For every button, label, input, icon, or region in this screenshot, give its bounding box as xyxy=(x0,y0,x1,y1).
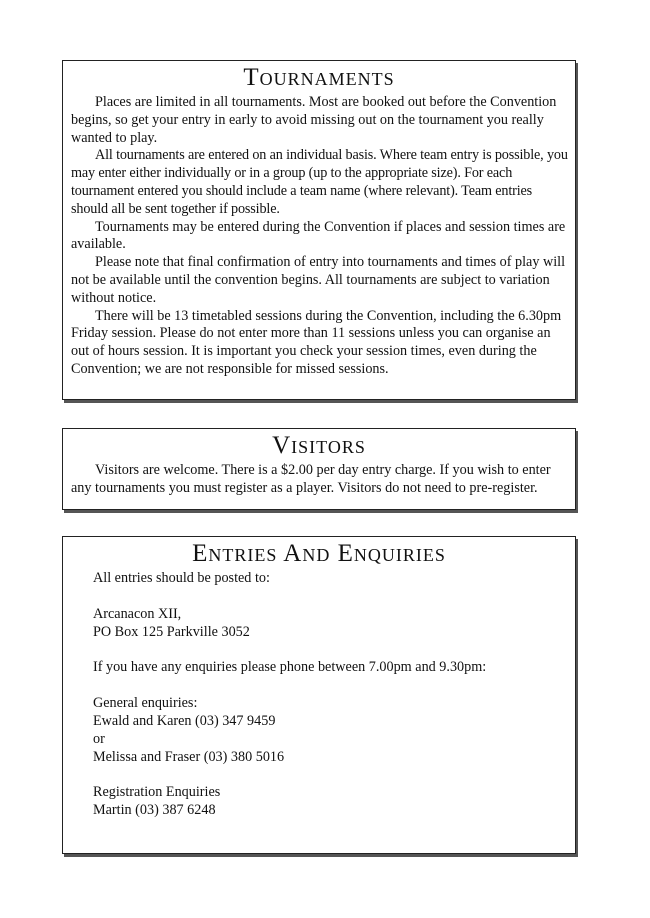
entries-body xyxy=(63,570,575,820)
registration-contact: Martin (03) 387 6248 xyxy=(93,802,216,819)
posted-to-text: All entries should be posted to: xyxy=(93,570,270,586)
tournaments-paragraph-5: There will be 13 timetabled sessions during the Convention, including the 6.30pm Friday session. Please do not enter more than 11 sessions unless you can organise an out of hours session. It is important you check your session times, even during the Convention; we are not responsible for missed sessions. xyxy=(71,307,562,377)
visitors-paragraph: Visitors are welcome. There is a $2.00 per day entry charge. If you wish to enter any tournaments you must register as a player. Visitors do not need to pre-register. xyxy=(71,462,551,496)
general-enquiries-label: General enquiries: xyxy=(93,695,198,712)
visitors-section xyxy=(62,428,576,510)
or-text: or xyxy=(93,730,105,747)
visitors-heading: Visitors xyxy=(272,432,366,459)
entries-section xyxy=(62,536,576,854)
registration-enquiries-label: Registration Enquiries xyxy=(93,784,221,801)
entries-heading: Entries And Enquiries xyxy=(192,540,446,567)
tournaments-section xyxy=(62,60,576,400)
tournaments-heading: Tournaments xyxy=(243,64,395,91)
tournaments-paragraph-2: All tournaments are entered on an individual basis. Where team entry is possible, you may enter either individually or in a group (up to the appropriate size). For each tournament entered you should include a team name (where relevant). Team entries should all be sent together if possible. xyxy=(71,147,568,217)
tournaments-paragraph-3: Tournaments may be entered during the Convention if places and session times are available. xyxy=(71,218,566,253)
tournaments-paragraph-1: Places are limited in all tournaments. Most are booked out before the Convention begins, so get your entry in early to avoid missing out on the tournament you really wanted to play. xyxy=(71,94,557,146)
tournaments-paragraph-4: Please note that final confirmation of entry into tournaments and times of play will not be available until the convention begins. All tournaments are subject to variation without notice. xyxy=(71,254,566,306)
general-contact-1: Ewald and Karen (03) 347 9459 xyxy=(93,712,276,729)
phone-note: If you have any enquiries please phone between 7.00pm and 9.30pm: xyxy=(93,659,487,676)
address-line-2: PO Box 125 Parkville 3052 xyxy=(93,623,250,640)
general-contact-2: Melissa and Fraser (03) 380 5016 xyxy=(93,748,285,765)
address-line-1: Arcanacon XII, xyxy=(93,605,182,622)
